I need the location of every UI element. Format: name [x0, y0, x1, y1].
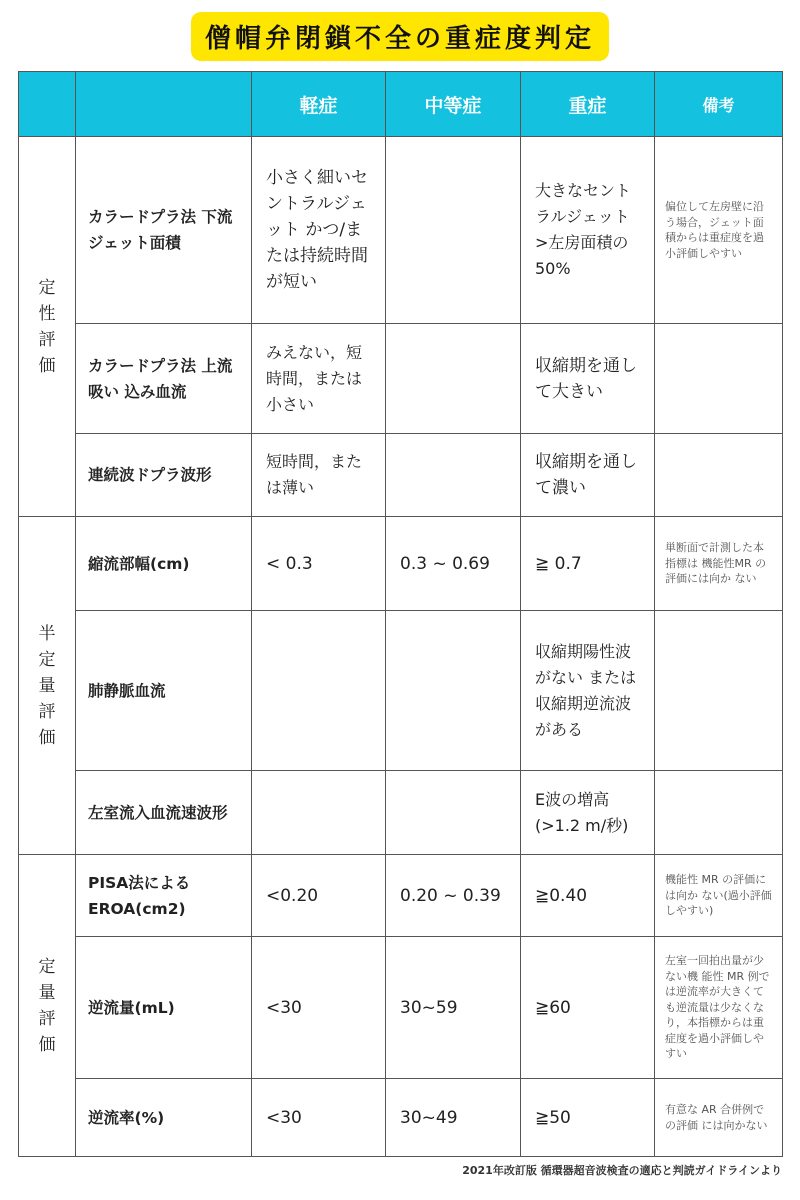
header-category: [19, 72, 76, 137]
table-row: [19, 611, 783, 771]
cell-moderate: 30~59: [386, 937, 521, 1079]
item-label: 連続波ドプラ波形: [76, 434, 252, 517]
cell-moderate: 0.3 ~ 0.69: [386, 517, 521, 611]
cell-severe: 収縮期を通して大きい: [521, 324, 655, 434]
table-row: [19, 324, 783, 434]
cell-mild: 小さく細いセントラルジェット かつ/または持続時間が短い: [252, 137, 386, 324]
cell-note: [655, 324, 783, 434]
item-label: 縮流部幅(cm): [76, 517, 252, 611]
cell-note: 左室一回拍出量が少ない機 能性 MR 例では逆流率が大きくても逆流量は少なくなり，本指標からは重症度を過小評価しやすい: [655, 937, 783, 1079]
item-label: カラードプラ法 上流吸い 込み血流: [76, 324, 252, 434]
cell-note: [655, 434, 783, 517]
cell-mild: <30: [252, 937, 386, 1079]
cell-severe: ≧0.40: [521, 855, 655, 937]
source-footer: 2021年改訂版 循環器超音波検査の適応と判読ガイドラインより: [462, 1164, 782, 1177]
cell-severe: 大きなセントラルジェット >左房面積の50%: [521, 137, 655, 324]
item-label: 逆流率(%): [76, 1079, 252, 1157]
title-container: [0, 12, 800, 61]
header-moderate: 中等症: [386, 72, 521, 137]
table-header-row: [19, 72, 783, 137]
table-row: [19, 517, 783, 611]
category-semi-quantitative: 半定量評価: [19, 517, 76, 855]
cell-severe: 収縮期陽性波がない または 収縮期逆流波がある: [521, 611, 655, 771]
table-row: [19, 434, 783, 517]
severity-table: [18, 71, 783, 1157]
cell-mild: みえない，短時間，または 小さい: [252, 324, 386, 434]
header-item: [76, 72, 252, 137]
cell-moderate: [386, 137, 521, 324]
cell-severe: ≧60: [521, 937, 655, 1079]
category-qualitative: 定性評価: [19, 137, 76, 517]
cell-mild: <0.20: [252, 855, 386, 937]
cell-severe: E波の増高 (>1.2 m/秒): [521, 771, 655, 855]
table-row: [19, 855, 783, 937]
cell-note: [655, 611, 783, 771]
cell-moderate: [386, 324, 521, 434]
table-row: [19, 137, 783, 324]
cell-note: 単断面で計測した本指標は 機能性MR の評価には向か ない: [655, 517, 783, 611]
item-label: 左室流入血流速波形: [76, 771, 252, 855]
table-row: [19, 937, 783, 1079]
cell-note: [655, 771, 783, 855]
cell-severe: ≧50: [521, 1079, 655, 1157]
cell-mild: [252, 771, 386, 855]
item-label: PISA法による EROA(cm2): [76, 855, 252, 937]
cell-mild: < 0.3: [252, 517, 386, 611]
cell-severe: ≧ 0.7: [521, 517, 655, 611]
category-quantitative: 定量評価: [19, 855, 76, 1157]
cell-severe: 収縮期を通して濃い: [521, 434, 655, 517]
cell-note: 偏位して左房壁に沿う場合，ジェット面積からは重症度を過小評価しやすい: [655, 137, 783, 324]
cell-mild: 短時間，または薄い: [252, 434, 386, 517]
cell-moderate: [386, 434, 521, 517]
cell-mild: [252, 611, 386, 771]
item-label: 逆流量(mL): [76, 937, 252, 1079]
cell-note: 機能性 MR の評価には向か ない(過小評価しやすい): [655, 855, 783, 937]
table-row: [19, 771, 783, 855]
cell-moderate: 0.20 ~ 0.39: [386, 855, 521, 937]
cell-moderate: 30~49: [386, 1079, 521, 1157]
cell-moderate: [386, 771, 521, 855]
item-label: カラードプラ法 下流ジェット面積: [76, 137, 252, 324]
header-notes: 備考: [655, 72, 783, 137]
header-severe: 重症: [521, 72, 655, 137]
header-mild: 軽症: [252, 72, 386, 137]
cell-mild: <30: [252, 1079, 386, 1157]
cell-note: 有意な AR 合併例での評価 には向かない: [655, 1079, 783, 1157]
cell-moderate: [386, 611, 521, 771]
table-row: [19, 1079, 783, 1157]
page-title: 僧帽弁閉鎖不全の重症度判定: [191, 12, 609, 61]
item-label: 肺静脈血流: [76, 611, 252, 771]
